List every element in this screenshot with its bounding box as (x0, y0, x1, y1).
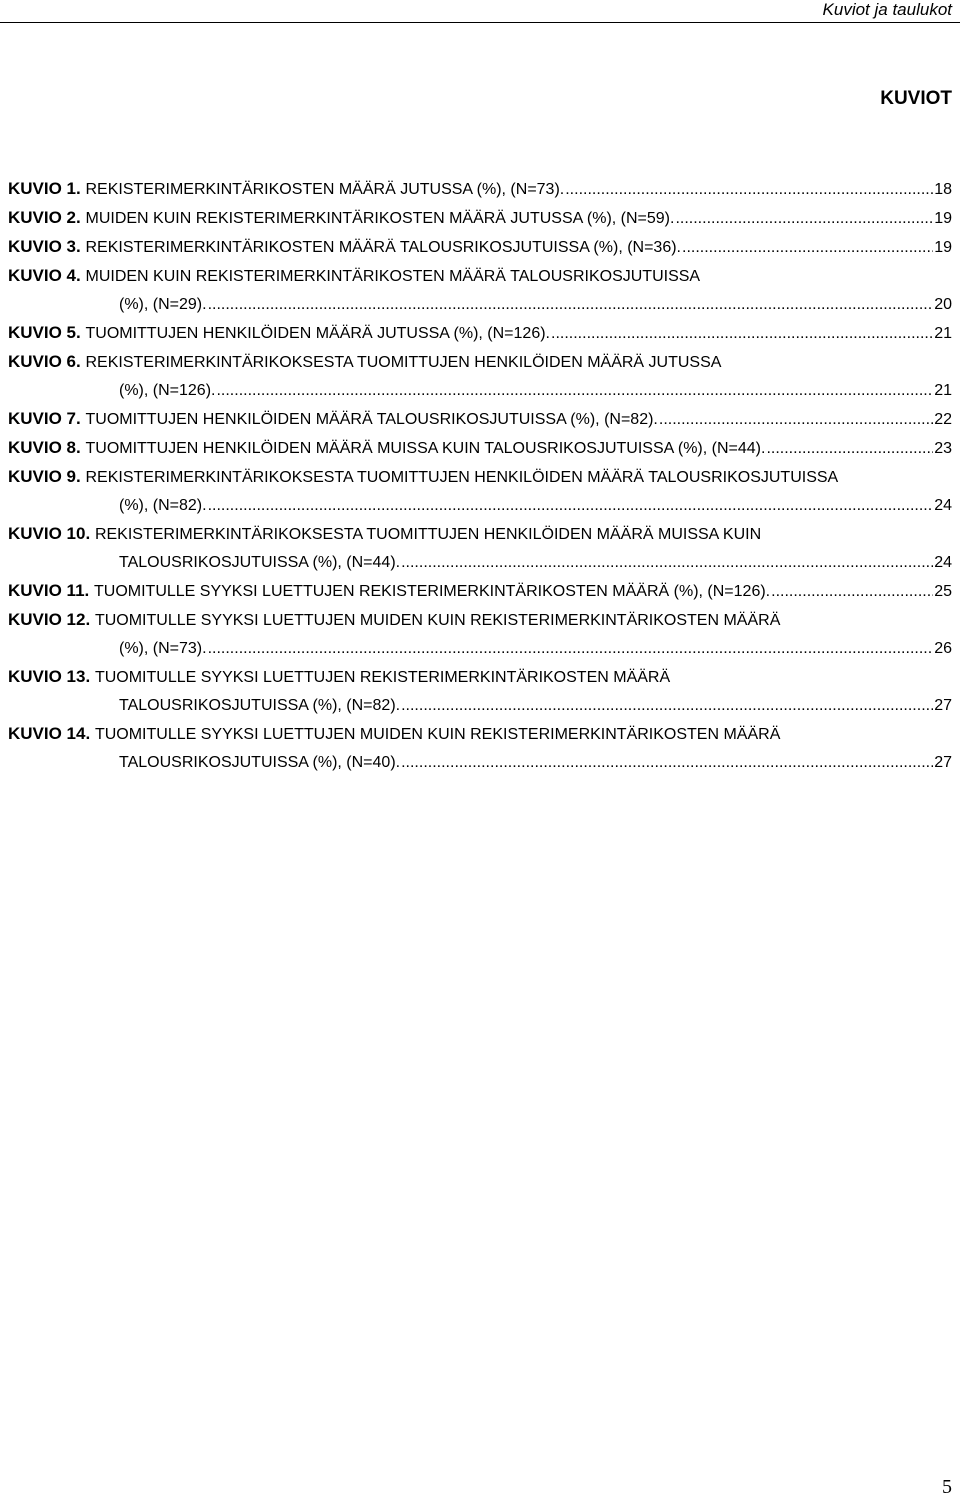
figure-number: KUVIO 11. (8, 581, 90, 600)
figure-title: TUOMITTUJEN HENKILÖIDEN MÄÄRÄ MUISSA KUIN TALOUSRIKOSJUTUISSA (%), (N=44). (85, 440, 766, 457)
page-reference[interactable]: 26 (934, 640, 952, 657)
figure-title: MUIDEN KUIN REKISTERIMERKINTÄRIKOSTEN MÄÄRÄ JUTUSSA (%), (N=59). (85, 210, 675, 227)
figure-number: KUVIO 4. (8, 266, 81, 285)
toc-entry[interactable] (8, 348, 952, 405)
figure-title: REKISTERIMERKINTÄRIKOSTEN MÄÄRÄ JUTUSSA (%), (N=73). (85, 181, 565, 198)
dot-leader (208, 492, 934, 520)
figure-title: REKISTERIMERKINTÄRIKOSTEN MÄÄRÄ TALOUSRIKOSJUTUISSA (%), (N=36). (85, 239, 681, 256)
figure-number: KUVIO 10. (8, 524, 91, 543)
dot-leader (675, 205, 933, 233)
figure-number: KUVIO 6. (8, 352, 81, 371)
figure-title: REKISTERIMERKINTÄRIKOKSESTA TUOMITTUJEN HENKILÖIDEN MÄÄRÄ JUTUSSA (85, 354, 722, 371)
toc-entry-continuation-line (8, 549, 952, 577)
page-reference[interactable]: 24 (934, 554, 952, 571)
running-header (0, 0, 960, 23)
page-reference[interactable]: 27 (934, 754, 952, 771)
toc-entry-line (8, 204, 952, 233)
toc-entry-line (8, 606, 952, 635)
figure-title: TUOMITULLE SYYKSI LUETTUJEN MUIDEN KUIN REKISTERIMERKINTÄRIKOSTEN MÄÄRÄ (94, 726, 781, 743)
toc-entry-continuation-line (8, 377, 952, 405)
figure-title: TUOMITTUJEN HENKILÖIDEN MÄÄRÄ TALOUSRIKOSJUTUISSA (%), (N=82). (85, 411, 658, 428)
toc-entry-continuation-line (8, 692, 952, 720)
toc-entry[interactable] (8, 520, 952, 577)
figure-title: TUOMITULLE SYYKSI LUETTUJEN REKISTERIMERKINTÄRIKOSTEN MÄÄRÄ (94, 669, 671, 686)
figure-number: KUVIO 7. (8, 409, 81, 428)
dot-leader (565, 176, 933, 204)
toc-entry[interactable] (8, 463, 952, 520)
figure-number: KUVIO 3. (8, 237, 81, 256)
figure-title: TALOUSRIKOSJUTUISSA (%), (N=44). (119, 554, 401, 571)
figure-title: REKISTERIMERKINTÄRIKOKSESTA TUOMITTUJEN HENKILÖIDEN MÄÄRÄ MUISSA KUIN (94, 526, 762, 543)
page-reference[interactable]: 24 (934, 497, 952, 514)
dot-leader (401, 749, 933, 777)
toc-entry[interactable] (8, 434, 952, 463)
dot-leader (682, 234, 933, 262)
page-reference[interactable]: 19 (934, 210, 952, 227)
toc-entry[interactable] (8, 175, 952, 204)
toc-entry-line (8, 233, 952, 262)
dot-leader (766, 435, 933, 463)
dot-leader (401, 549, 933, 577)
toc-entry[interactable] (8, 319, 952, 348)
dot-leader (551, 320, 933, 348)
dot-leader (208, 635, 934, 663)
figure-number: KUVIO 2. (8, 208, 81, 227)
dot-leader (216, 377, 933, 405)
toc-entry-line (8, 577, 952, 606)
page-reference[interactable]: 25 (934, 583, 952, 600)
figure-number: KUVIO 9. (8, 467, 81, 486)
toc-entry-line (8, 319, 952, 348)
page-reference[interactable]: 20 (934, 296, 952, 313)
toc-entry-line (8, 405, 952, 434)
figure-number: KUVIO 13. (8, 667, 91, 686)
toc-entry[interactable] (8, 262, 952, 319)
table-of-figures (8, 175, 952, 777)
section-title: KUVIOT (880, 88, 952, 109)
toc-entry-continuation-line (8, 635, 952, 663)
toc-entry-line (8, 262, 952, 291)
header-title: Kuviot ja taulukot (822, 0, 952, 19)
figure-title: TUOMITULLE SYYKSI LUETTUJEN MUIDEN KUIN REKISTERIMERKINTÄRIKOSTEN MÄÄRÄ (94, 612, 781, 629)
toc-entry-line (8, 434, 952, 463)
figure-title: (%), (N=126). (119, 382, 216, 399)
page-reference[interactable]: 23 (934, 440, 952, 457)
page-number: 5 (942, 1476, 952, 1498)
figure-number: KUVIO 5. (8, 323, 81, 342)
toc-entry[interactable] (8, 663, 952, 720)
figure-title: (%), (N=82). (119, 497, 207, 514)
figure-number: KUVIO 1. (8, 179, 81, 198)
figure-title: MUIDEN KUIN REKISTERIMERKINTÄRIKOSTEN MÄÄRÄ TALOUSRIKOSJUTUISSA (85, 268, 701, 285)
dot-leader (401, 692, 933, 720)
toc-entry[interactable] (8, 405, 952, 434)
toc-entry[interactable] (8, 204, 952, 233)
figure-number: KUVIO 12. (8, 610, 91, 629)
figure-title: REKISTERIMERKINTÄRIKOKSESTA TUOMITTUJEN HENKILÖIDEN MÄÄRÄ TALOUSRIKOSJUTUISSA (85, 469, 839, 486)
figure-title: (%), (N=73). (119, 640, 207, 657)
page-reference[interactable]: 21 (934, 325, 952, 342)
figure-title: TALOUSRIKOSJUTUISSA (%), (N=40). (119, 754, 401, 771)
figure-number: KUVIO 14. (8, 724, 91, 743)
figure-title: TALOUSRIKOSJUTUISSA (%), (N=82). (119, 697, 401, 714)
toc-entry-continuation-line (8, 749, 952, 777)
toc-entry-continuation-line (8, 492, 952, 520)
toc-entry[interactable] (8, 720, 952, 777)
toc-entry-continuation-line (8, 291, 952, 319)
figure-title: TUOMITTUJEN HENKILÖIDEN MÄÄRÄ JUTUSSA (%), (N=126). (85, 325, 550, 342)
page-reference[interactable]: 18 (934, 181, 952, 198)
figure-title: TUOMITULLE SYYKSI LUETTUJEN REKISTERIMERKINTÄRIKOSTEN MÄÄRÄ (%), (N=126). (94, 583, 771, 600)
toc-entry[interactable] (8, 577, 952, 606)
toc-entry-line (8, 175, 952, 204)
page-reference[interactable]: 21 (934, 382, 952, 399)
dot-leader (208, 291, 934, 319)
toc-entry-line (8, 520, 952, 549)
dot-leader (659, 406, 933, 434)
toc-entry-line (8, 720, 952, 749)
toc-entry-line (8, 463, 952, 492)
toc-entry[interactable] (8, 233, 952, 262)
toc-entry[interactable] (8, 606, 952, 663)
dot-leader (771, 578, 933, 606)
page-reference[interactable]: 22 (934, 411, 952, 428)
toc-entry-line (8, 348, 952, 377)
figure-title: (%), (N=29). (119, 296, 207, 313)
figure-number: KUVIO 8. (8, 438, 81, 457)
page-reference[interactable]: 27 (934, 697, 952, 714)
toc-entry-line (8, 663, 952, 692)
page-reference[interactable]: 19 (934, 239, 952, 256)
